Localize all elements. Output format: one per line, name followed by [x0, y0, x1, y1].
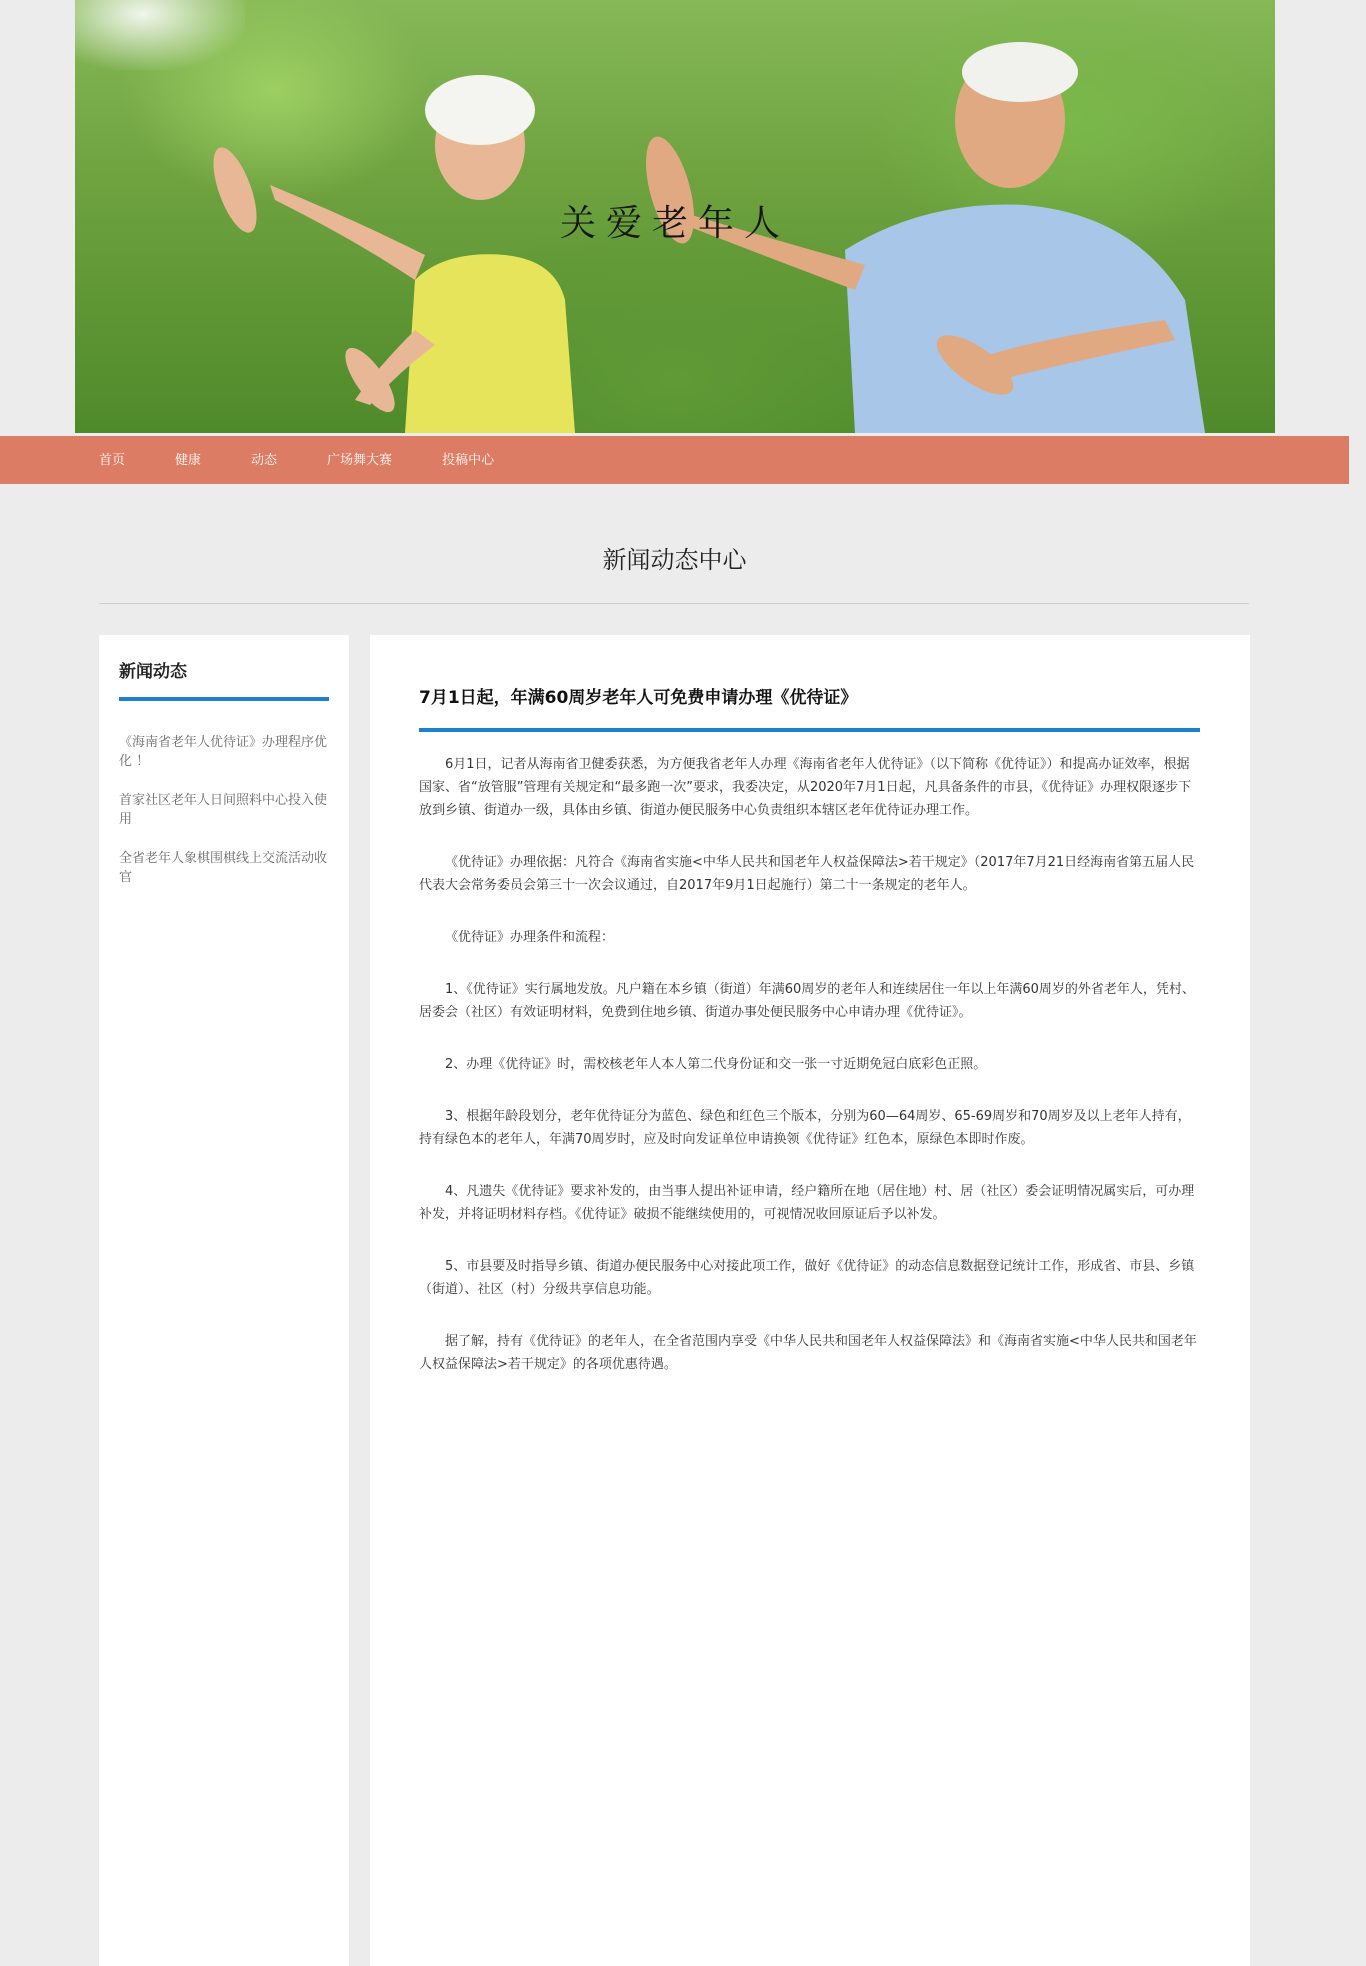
news-sidebar — [99, 635, 349, 1966]
article-paragraph: 4、凡遗失《优待证》要求补发的，由当事人提出补证申请，经户籍所在地（居住地）村、居（社区）委会证明情况属实后，可办理补发，并将证明材料存档。《优待证》破损不能继续使用的，可视情况收回原证后予以补发。 — [419, 1184, 1195, 1222]
section-title: 新闻动态中心 — [602, 546, 747, 574]
article-paragraph: 《优待证》办理条件和流程： — [445, 930, 615, 945]
section-divider — [99, 603, 1249, 604]
article-paragraph: 《优待证》办理依据：凡符合《海南省实施<中华人民共和国老年人权益保障法>若干规定》（2017年7月21日经海南省第五届人民代表大会常务委员会第三十一次会议通过，自2017年9月1日起施行）第二十一条规定的老年人。 — [419, 855, 1195, 893]
nav-item-home[interactable]: 首页 — [99, 452, 126, 467]
sidebar-title: 新闻动态 — [119, 662, 187, 682]
sidebar-title-underline — [119, 697, 329, 701]
sidebar-news-link[interactable]: 全省老年人象棋围棋线上交流活动收官 — [119, 851, 328, 885]
article-paragraph: 6月1日，记者从海南省卫健委获悉，为方便我省老年人办理《海南省老年人优待证》（以下简称《优待证》）和提高办证效率，根据国家、省“放管服”管理有关规定和“最多跑一次”要求，我委决定，从2020年7月1日起，凡具备条件的市县，《优待证》办理权限逐步下放到乡镇、街道办一级，具体由乡镇、街道办便民服务中心负责组织本辖区老年优待证办理工作。 — [419, 757, 1192, 818]
main-nav — [0, 436, 1349, 484]
hero-banner — [75, 0, 1275, 433]
article-panel — [370, 635, 1250, 1966]
sidebar-news-link[interactable]: 《海南省老年人优待证》办理程序优化 ！ — [119, 735, 328, 769]
article-paragraph: 5、市县要及时指导乡镇、街道办便民服务中心对接此项工作，做好《优待证》的动态信息数据登记统计工作，形成省、市县、乡镇（街道）、社区（村）分级共享信息功能。 — [419, 1259, 1195, 1297]
nav-item-dance-contest[interactable]: 广场舞大赛 — [327, 452, 393, 467]
banner-title: 关爱老年人 — [559, 203, 790, 244]
article-title-underline — [419, 728, 1200, 732]
article-title: 7月1日起，年满60周岁老年人可免费申请办理《优待证》 — [419, 688, 858, 708]
article-paragraph: 据了解，持有《优待证》的老年人，在全省范围内享受《中华人民共和国老年人权益保障法》和《海南省实施<中华人民共和国老年人权益保障法>若干规定》的各项优惠待遇。 — [419, 1334, 1197, 1372]
nav-item-news[interactable]: 动态 — [251, 452, 278, 467]
article-body — [419, 753, 1200, 1405]
nav-item-health[interactable]: 健康 — [175, 452, 202, 467]
nav-item-submission-center[interactable]: 投稿中心 — [442, 452, 495, 467]
sidebar-news-link[interactable]: 首家社区老年人日间照料中心投入使用 — [119, 793, 328, 827]
article-paragraph: 1、《优待证》实行属地发放。凡户籍在本乡镇（街道）年满60周岁的老年人和连续居住一年以上年满60周岁的外省老年人，凭村、居委会（社区）有效证明材料，免费到住地乡镇、街道办事处便民服务中心申请办理《优待证》。 — [419, 982, 1195, 1020]
article-paragraph: 2、办理《优待证》时，需校核老年人本人第二代身份证和交一张一寸近期免冠白底彩色正照。 — [445, 1057, 987, 1072]
article-paragraph: 3、根据年龄段划分，老年优待证分为蓝色、绿色和红色三个版本，分别为60—64周岁、65-69周岁和70周岁及以上老年人持有，持有绿色本的老年人，年满70周岁时，应及时向发证单位申请换领《优待证》红色本，原绿色本即时作废。 — [419, 1109, 1191, 1147]
